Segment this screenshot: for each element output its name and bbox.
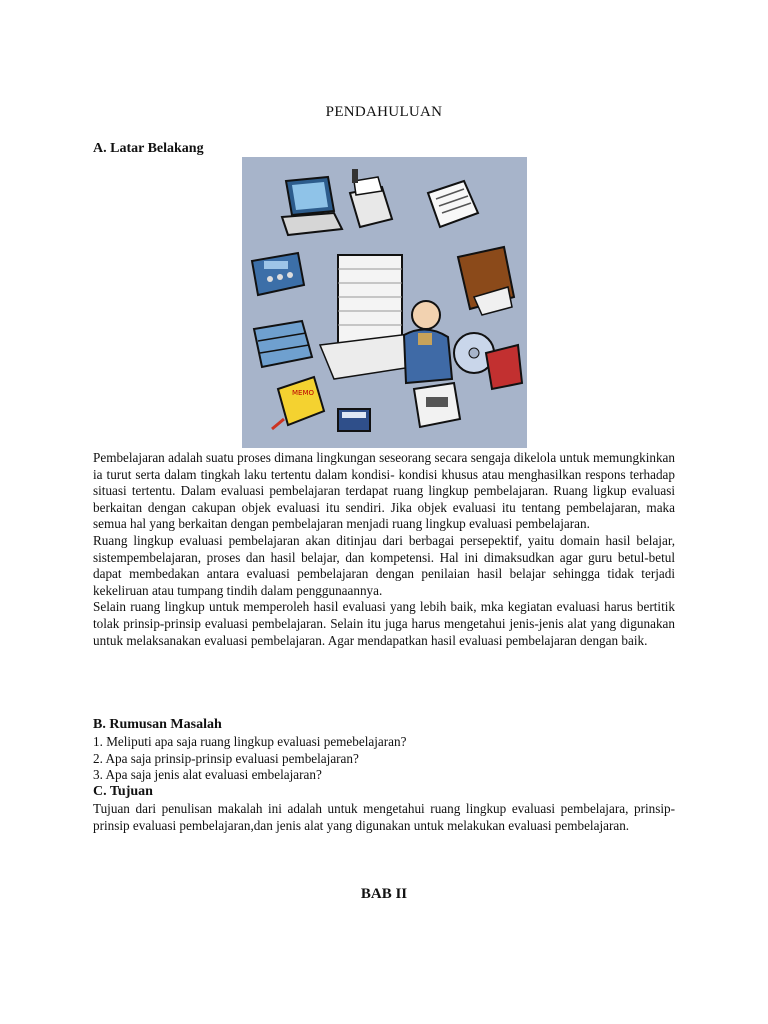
office-illustration bbox=[242, 157, 527, 448]
list-item: 2. Apa saja prinsip-prinsip evaluasi pembelajaran? bbox=[93, 750, 359, 766]
paragraph: Pembelajaran adalah suatu proses dimana lingkungan seseorang secara sengaja dikelola untuk memungkinkan ia turut serta dalam tingkah laku tertentu dalam kondisi- kondisi khusus atau menghasilkan respons terhadap situasi tertentu. Dalam evaluasi pembelajaran terdapat ruang lingkup pembelajaran. Ruang ligkup evaluasi berkaitan dengan cakupan objek evaluasi itu sendiri. Jika objek evaluasi itu tentang pembelajaran, maka semua hal yang berkaitan dengan pembelajaran menjadi ruang lingkup evaluasi pembelajaran. bbox=[93, 450, 675, 532]
printer-icon bbox=[414, 383, 460, 427]
list-item: 1. Meliputi apa saja ruang lingkup evaluasi pemebelajaran? bbox=[93, 734, 407, 749]
objective-text bbox=[93, 801, 675, 834]
calculator-icon bbox=[338, 409, 370, 431]
page-title: PENDAHULUAN bbox=[325, 104, 443, 120]
paragraph: Selain ruang lingkup untuk memperoleh hasil evaluasi yang lebih baik, mka kegiatan evaluasi harus bertitik tolak prinsip-prinsip evaluasi pembelajaran. Selain itu juga harus mengetahui jenis-jenis alat yang digunakan untuk melaksanakan evaluasi pembelajaran. Agar mendapatkan hasil evaluasi pembelajaran dengan baik. bbox=[93, 599, 675, 648]
problem-list bbox=[93, 734, 675, 784]
memo-label: MEMO bbox=[292, 389, 315, 397]
paragraph: Ruang lingkup evaluasi pembelajaran akan ditinjau dari berbagai persepektif, yaitu domain hasil belajar, sistempembelajaran, proses dan hasil belajar, dan kompetensi. Hal ini dimaksudkan agar guru betul-betul dapat membedakan antara evaluasi pembelajaran dengan penilaian hasil belajar sehingga tidak terjadi kekeliruan atau tumpang tindih dalam penggunaannya. bbox=[93, 532, 675, 598]
list-item: 3. Apa saja jenis alat evaluasi embelajaran? bbox=[93, 767, 322, 783]
chapter-heading: BAB II bbox=[360, 886, 408, 902]
section-b-heading: B. Rumusan Masalah bbox=[93, 717, 222, 732]
paragraph: Tujuan dari penulisan makalah ini adalah untuk mengetahui ruang lingkup evaluasi pembelajara, prinsip-prinsip evaluasi pembelajaran,dan jenis alat yang digunakan untuk melakukan evaluasi pembelajaran. bbox=[93, 801, 675, 833]
background-text bbox=[93, 450, 675, 649]
section-a-heading: A. Latar Belakang bbox=[93, 141, 204, 156]
section-c-heading: C. Tujuan bbox=[93, 784, 153, 799]
